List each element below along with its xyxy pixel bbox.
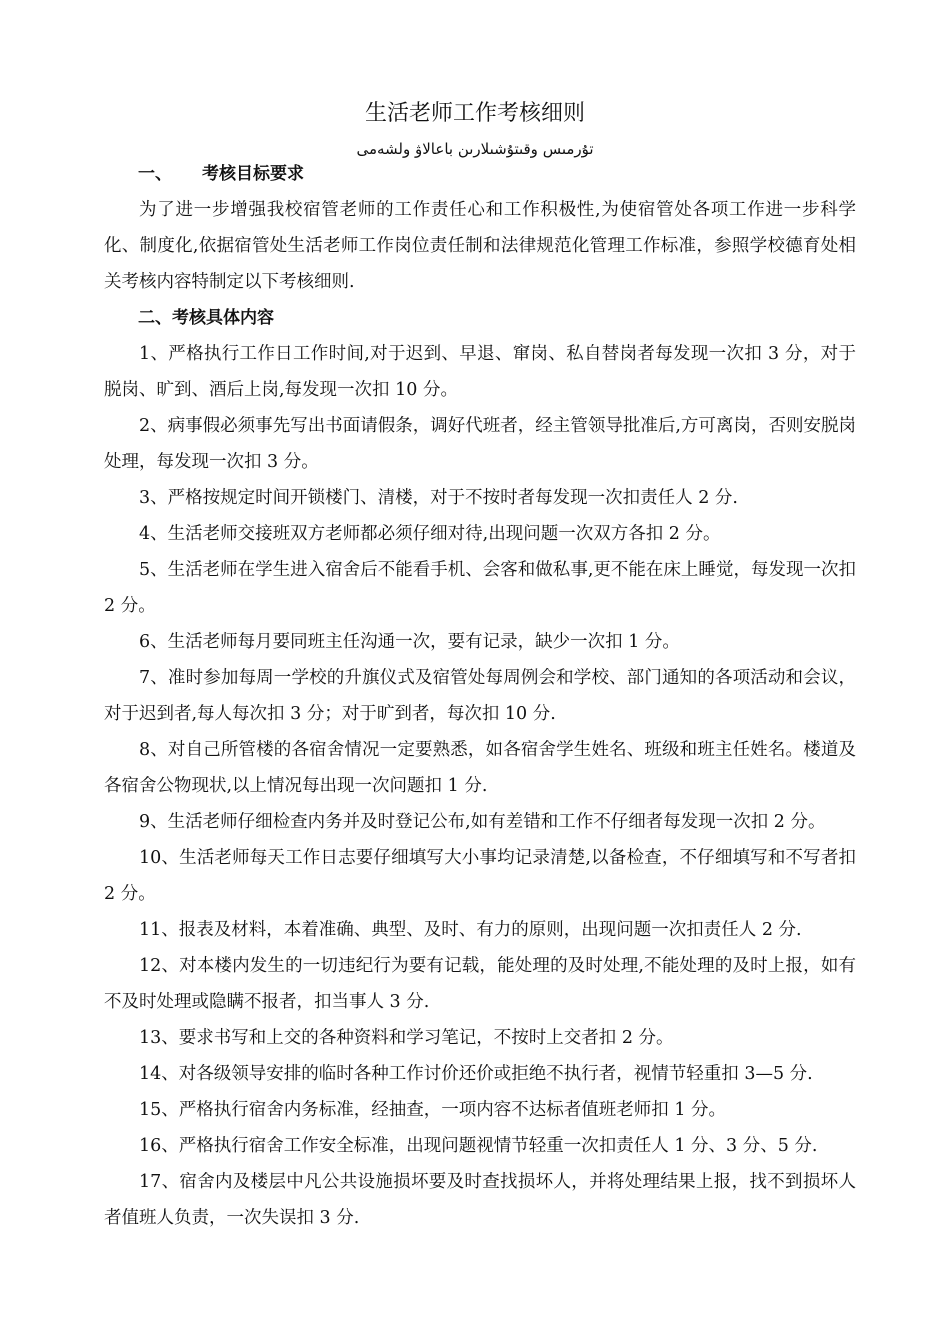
rule-item: 2、病事假必须事先写出书面请假条，调好代班者，经主管领导批准后,方可离岗，否则安脱岗处理，每发现一次扣 3 分。 [104,416,856,472]
rule-item: 13、要求书写和上交的各种资料和学习笔记，不按时上交者扣 2 分。 [139,1028,674,1048]
rule-item: 7、准时参加每周一学校的升旗仪式及宿管处每周例会和学校、部门通知的各项活动和会议，对于迟到者,每人每次扣 3 分；对于旷到者，每次扣 10 分. [104,668,856,724]
rule-item: 6、生活老师每月要同班主任沟通一次，要有记录，缺少一次扣 1 分。 [139,632,680,652]
rule-item: 11、报表及材料，本着准确、典型、及时、有力的原则，出现问题一次扣责任人 2 分. [139,920,802,940]
rule-item: 17、宿舍内及楼层中凡公共设施损坏要及时查找损坏人，并将处理结果上报，找不到损坏人者值班人负责，一次失误扣 3 分. [104,1172,856,1228]
rule-item: 1、严格执行工作日工作时间,对于迟到、早退、窜岗、私自替岗者每发现一次扣 3 分，对于脱岗、旷到、酒后上岗,每发现一次扣 10 分。 [104,344,856,400]
rule-item: 16、严格执行宿舍工作安全标准，出现问题视情节轻重一次扣责任人 1 分、3 分、5 分. [139,1136,818,1156]
section1-heading [104,156,856,192]
rule-item: 8、对自己所管楼的各宿舍情况一定要熟悉，如各宿舍学生姓名、班级和班主任姓名。楼道及各宿舍公物现状,以上情况每出现一次问题扣 1 分. [104,740,856,796]
section2-heading: 二、考核具体内容 [138,308,274,328]
document-body [104,156,856,1236]
section1-heading-text: 考核目标要求 [202,164,304,184]
document-subtitle: تۇرمىس وقىتۇشىلارىن باعالاۋ ولشەمى [356,140,594,158]
rule-item: 10、生活老师每天工作日志要仔细填写大小事均记录清楚,以备检查，不仔细填写和不写者扣 2 分。 [104,848,856,904]
rule-item: 4、生活老师交接班双方老师都必须仔细对待,出现问题一次双方各扣 2 分。 [139,524,721,544]
rule-item: 9、生活老师仔细检查内务并及时登记公布,如有差错和工作不仔细者每发现一次扣 2 分。 [139,812,826,832]
rule-item: 5、生活老师在学生进入宿舍后不能看手机、会客和做私事,更不能在床上睡觉，每发现一次扣 2 分。 [104,560,856,616]
rule-item: 12、对本楼内发生的一切违纪行为要有记载，能处理的及时处理,不能处理的及时上报，如有不及时处理或隐瞒不报者，扣当事人 3 分. [104,956,856,1012]
rule-item: 15、严格执行宿舍内务标准，经抽查，一项内容不达标者值班老师扣 1 分。 [139,1100,727,1120]
section1-number: 一、 [138,164,172,184]
rule-item: 3、严格按规定时间开锁楼门、清楼，对于不按时者每发现一次扣责任人 2 分. [139,488,738,508]
document-title: 生活老师工作考核细则 [364,101,585,126]
section1-paragraph: 为了进一步增强我校宿管老师的工作责任心和工作积极性,为使宿管处各项工作进一步科学化、制度化,依据宿管处生活老师工作岗位责任制和法律规范化管理工作标准，参照学校德育处相关考核内容特制定以下考核细则. [104,200,856,292]
rule-item: 14、对各级领导安排的临时各种工作讨价还价或拒绝不执行者，视情节轻重扣 3—5 分. [139,1064,813,1084]
